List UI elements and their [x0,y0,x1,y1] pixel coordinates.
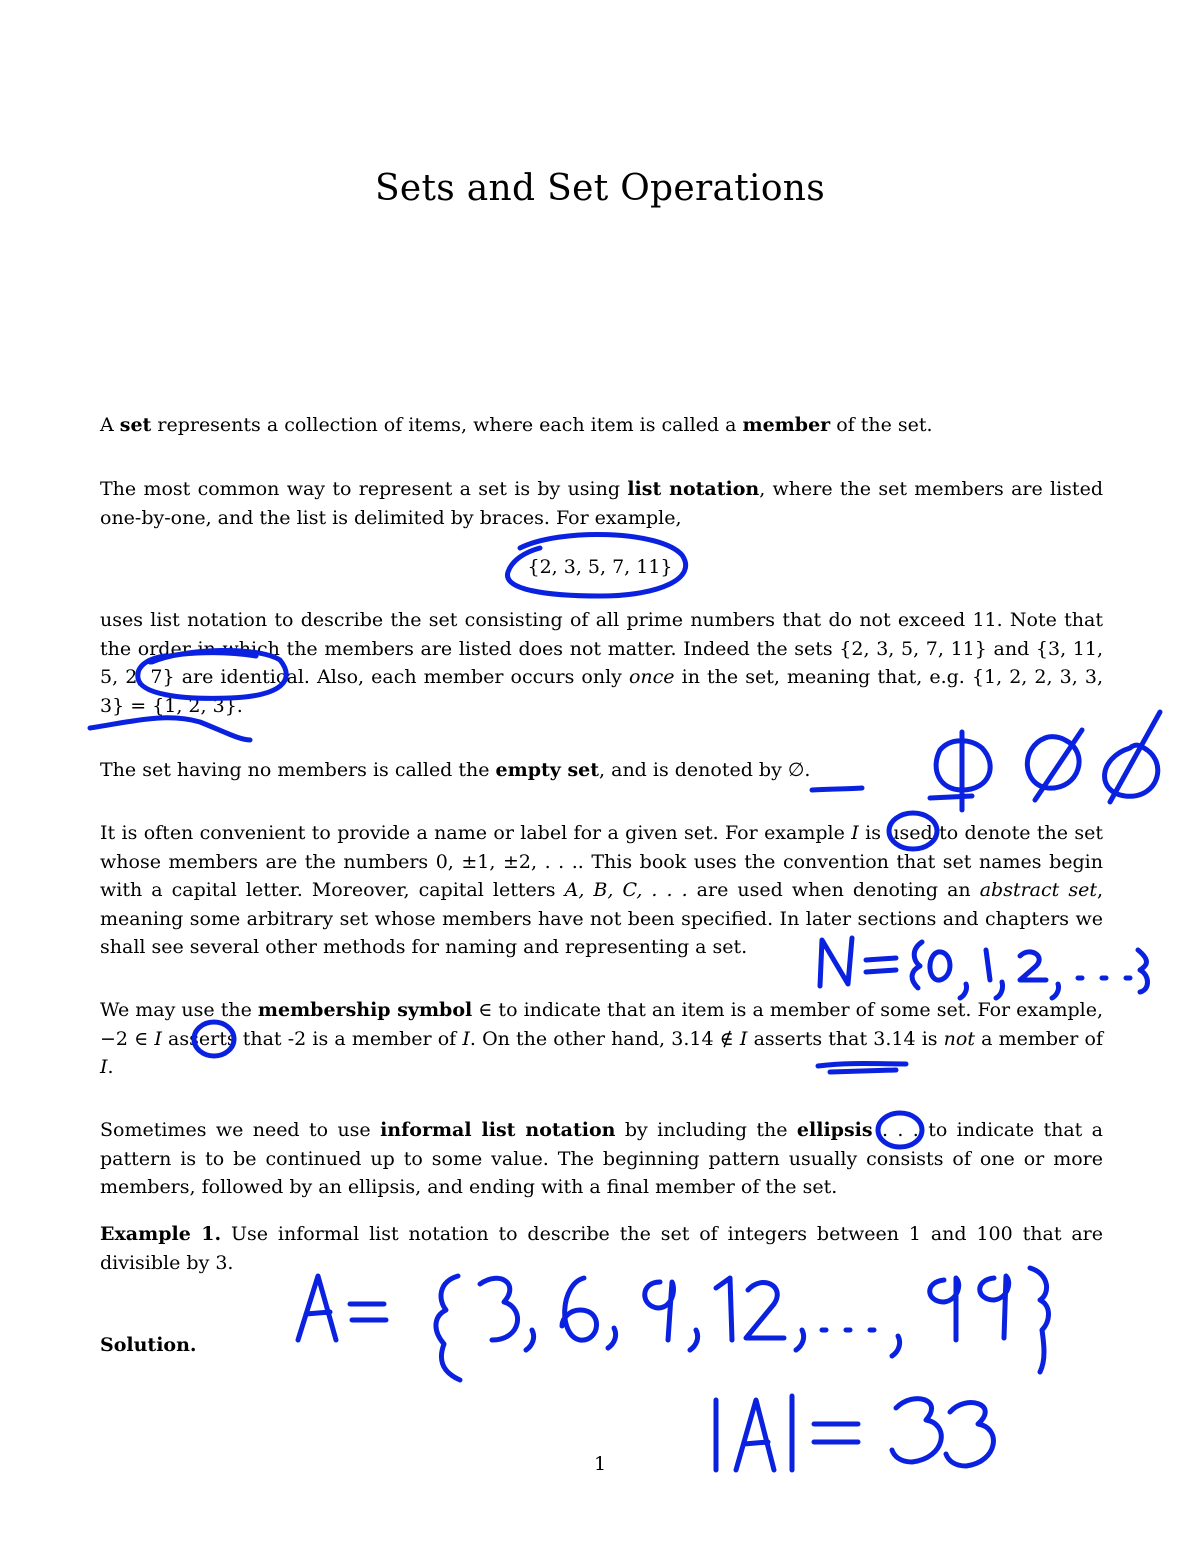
text: It is often convenient to provide a name or label for a given set. For example [100,822,852,844]
ink-handwritten-answer-set [298,1268,1049,1380]
text: , meaning some arbitrary set whose members have not been specified. In later sections and chapters we shall see several other methods for naming and representing a set. [100,879,1104,958]
text: . . . to indicate that a pattern is to be continued up to some value. The beginning pattern usually consists of one or more members, followed by an ellipsis, and ending with a final member of the set. [100,1119,1103,1198]
paragraph-empty-set [100,756,1103,785]
text: ∈ to indicate that an item is a member of some set. For example, −2 ∈ [100,999,1103,1050]
text: is used to denote the set whose members are the numbers 0, ±1, ±2, . . .. This book uses the convention that set names begin with a capital letter. Moreover, capital letters [100,822,1103,901]
symbol-integers: I [154,1027,162,1050]
text: a member of [974,1027,1103,1050]
solution-label: Solution. [100,1334,197,1356]
text: The set having no members is called the [100,759,496,781]
text: , and is denoted by ∅. [599,759,811,781]
paragraph-prime-set [100,606,1103,720]
ink-underline-multiset [90,718,250,740]
paragraph-membership [100,996,1103,1082]
solution [100,1331,1103,1360]
text: asserts that 3.14 is [747,1027,944,1050]
ink-empty-set-symbol-2 [1105,712,1160,802]
text: in the set, meaning that, e.g. {1, 2, 2, 3, 3, 3} = {1, 2, 3}. [100,666,1103,717]
term-member: member [742,414,831,436]
paragraph-set-names [100,819,1103,962]
term-ellipsis: ellipsis [796,1119,873,1141]
text: , where the set members are listed one-by-one, and the list is delimited by braces. For example, [100,478,1103,529]
symbol-integers: I [851,822,859,844]
term-set: set [119,414,152,436]
text: Sometimes we need to use [100,1119,381,1141]
text: uses list notation to describe the set consisting of all prime numbers that do not exceed 11. Note that the order in which the members are listed does not matter. Indeed the sets {2, 3, 5, 7, 11} and {3, 11, 5, 2, 7} are identical. Also, each member occurs only [100,609,1103,688]
term-informal-list-notation: informal list notation [380,1119,616,1141]
page-number: 1 [593,1453,607,1475]
paragraph-informal-list [100,1116,1103,1202]
text: asserts that -2 is a member of [161,1027,463,1050]
text: . [107,1056,114,1078]
text: represents a collection of items, where each item is called a [151,414,743,436]
emphasis-once: once [628,666,675,688]
paragraph-set-definition [100,411,1103,440]
text: by including the [615,1119,797,1141]
display-set-example: {2, 3, 5, 7, 11} [527,556,673,578]
symbol-integers: I [462,1027,470,1050]
term-empty-set: empty set [495,759,600,781]
paragraph-list-notation [100,475,1103,532]
text: of the set. [830,414,933,436]
term-list-notation: list notation [627,478,760,500]
example-label: Example 1. [100,1223,222,1245]
example-text: Use informal list notation to describe the set of integers between 1 and 100 that are divisible by 3. [100,1223,1103,1274]
symbol-integers: I [739,1027,748,1050]
document-title: Sets and Set Operations [374,168,826,209]
symbol-integers: I [100,1056,108,1078]
text: A [100,414,120,436]
text: The most common way to represent a set is by using [100,478,628,500]
text: We may use the [100,999,258,1021]
term-membership-symbol: membership symbol [257,999,473,1021]
text: are used when denoting an [687,879,980,901]
abstract-letters: A, B, C, . . . [564,879,688,901]
example-1 [100,1220,1103,1277]
ink-underline-empty-set [812,788,862,790]
term-abstract-set: abstract set [979,879,1097,901]
emphasis-not: not [943,1027,975,1050]
text: . On the other hand, 3.14 ∉ [469,1027,740,1050]
